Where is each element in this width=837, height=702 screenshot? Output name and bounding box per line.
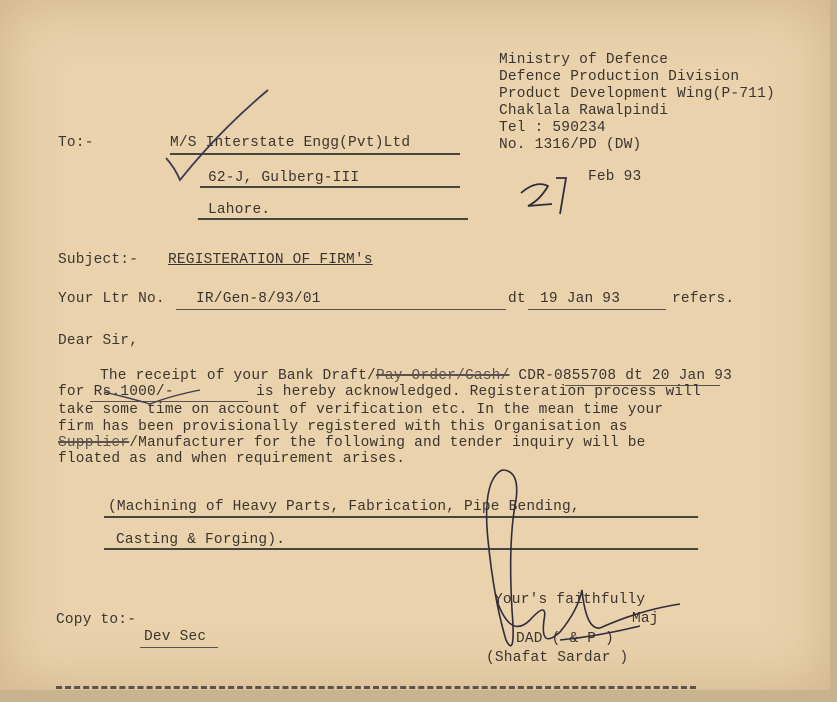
subject-text: REGISTERATION OF FIRM's [168,252,373,268]
amount-tick-icon [104,390,200,404]
to-address-line2: Lahore. [208,202,271,218]
body-line-1b: CDR-0855708 dt 20 Jan 93 [509,368,733,384]
header-ministry: Ministry of Defence [499,52,669,68]
signature-closing: Your's faithfully [494,592,646,608]
signature-designation: DAD ( & P ) [516,631,614,647]
copy-label: Copy to:- [56,612,137,628]
header-ref-number: No. 1316/PD (DW) [499,137,642,153]
copy-recipient: Dev Sec [144,629,207,645]
signature-rank: Maj [632,611,659,627]
body-amount: for Rs.1000/- [58,384,174,400]
header-division: Defence Production Division [499,69,740,85]
to-address-line1: 62-J, Gulberg-III [208,170,360,186]
header-wing: Product Development Wing(P-711) [499,86,775,102]
header-tel: Tel : 590234 [499,120,606,136]
reference-dt-value: 19 Jan 93 [540,291,621,307]
to-label: To:- [58,135,94,151]
reference-suffix: refers. [672,291,735,307]
reference-letter-no: IR/Gen-8/93/01 [196,291,321,307]
body-line-6: floated as and when requirement arises. [58,451,406,467]
body-line-5b: /Manufacturer for the following and tender inquiry will be [129,435,646,451]
body-line-1-struck: Pay Order/Cash/ [375,368,510,384]
checkmark-icon [166,90,268,180]
body-line-2: is hereby acknowledged. Registeration process will [256,384,702,400]
handwritten-date-mark [521,178,566,214]
body-line-5-struck: Supplier [58,435,130,451]
salutation: Dear Sir, [58,333,139,349]
items-line-1: (Machining of Heavy Parts, Fabrication, Pipe Bending, [108,499,580,515]
reference-dt-label: dt [508,291,526,307]
signature-scribble [487,470,680,646]
header-city: Chaklala Rawalpindi [499,103,669,119]
signature-name: (Shafat Sardar ) [486,650,629,666]
header-date: Feb 93 [588,169,642,185]
items-line-2: Casting & Forging). [116,532,286,548]
subject-label: Subject:- [58,252,139,268]
body-line-3: take some time on account of verification etc. In the mean time your [58,402,664,418]
reference-prefix: Your Ltr No. [58,291,165,307]
to-firm-name: M/S Interstate Engg(Pvt)Ltd [170,135,411,151]
body-line-4: firm has been provisionally registered with this Organisation as [58,419,628,435]
body-line-1a: The receipt of your Bank Draft/ [100,368,376,384]
